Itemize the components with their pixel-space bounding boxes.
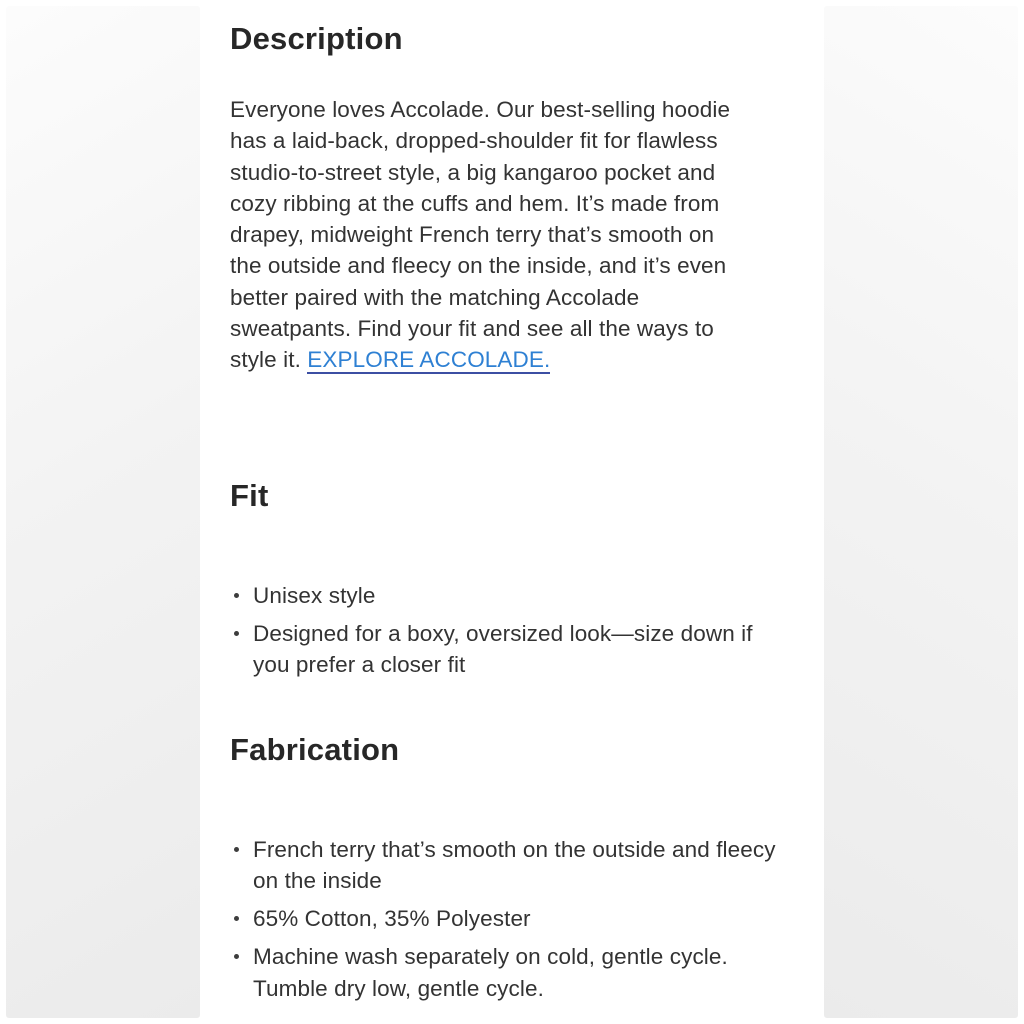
product-details-panel — [200, 0, 824, 1024]
description-line: cozy ribbing at the cuffs and hem. It’s made from — [230, 190, 720, 216]
fabrication-bullet-list — [230, 834, 790, 1004]
description-line: Everyone loves Accolade. Our best-selling hoodie — [230, 97, 731, 122]
fit-bullet-list — [230, 580, 790, 681]
description-line: studio-to-street style, a big kangaroo pocket and — [230, 159, 716, 185]
description-line: has a laid-back, dropped-shoulder fit for flawless — [230, 128, 718, 154]
description-line: better paired with the matching Accolade — [230, 284, 640, 310]
description-line: the outside and fleecy on the inside, and it’s even — [230, 253, 727, 279]
right-margin-panel — [824, 6, 1018, 1018]
fit-bullet-item: Unisex style — [230, 580, 790, 611]
description-line: drapey, midweight French terry that’s smooth on — [230, 222, 715, 248]
left-margin-panel — [6, 6, 200, 1018]
fabrication-bullet-item: 65% Cotton, 35% Polyester — [230, 903, 790, 934]
fabrication-bullet-item: French terry that’s smooth on the outside and fleecy on the inside — [230, 834, 790, 897]
description-line: sweatpants. Find your fit and see all the ways to — [230, 316, 714, 342]
description-paragraph — [230, 94, 790, 376]
fit-heading: Fit — [230, 477, 269, 513]
description-line-text: style it. — [230, 347, 308, 373]
description-last-line — [230, 344, 790, 375]
fabrication-bullet-item: Machine wash separately on cold, gentle cycle. Tumble dry low, gentle cycle. — [230, 941, 790, 1004]
explore-accolade-link[interactable]: EXPLORE ACCOLADE. — [307, 347, 551, 373]
fit-bullet-item: Designed for a boxy, oversized look—size down if you prefer a closer fit — [230, 618, 790, 681]
fabrication-heading: Fabrication — [230, 731, 400, 767]
description-heading: Description — [230, 21, 403, 56]
